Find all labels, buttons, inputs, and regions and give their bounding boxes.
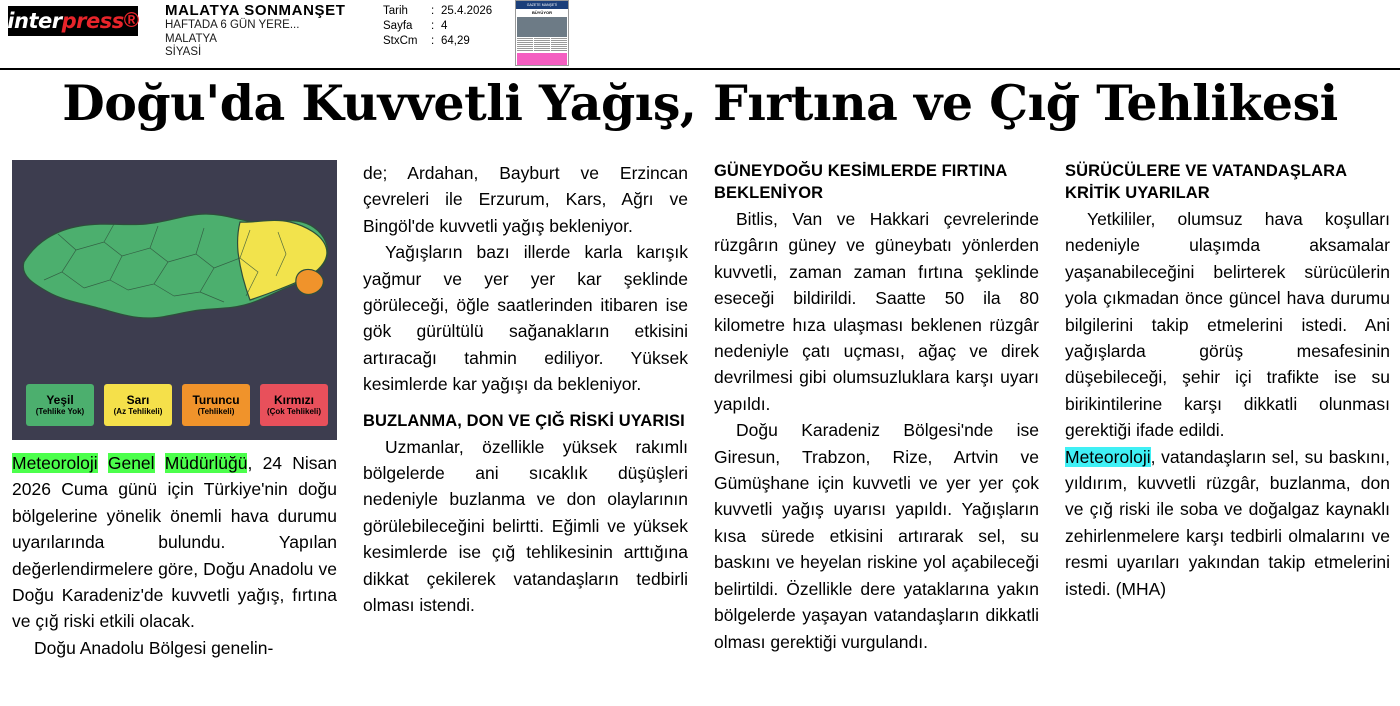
legend-title-red: Kırmızı [273, 393, 314, 407]
meta-value-page: 4 [441, 20, 448, 32]
legend-sub-green: (Tehlike Yok) [35, 407, 85, 416]
meta-colon-stxcm: : [431, 35, 435, 47]
logo-text-inter: inter [7, 9, 62, 33]
article-body [12, 160, 1392, 661]
meta-label-date: Tarih [383, 5, 408, 17]
publication-frequency: HAFTADA 6 GÜN YERE... [165, 19, 300, 31]
column4-subheading: SÜRÜCÜLERE VE VATANDAŞLARA KRİTİK UYARILAR [1065, 162, 1347, 202]
column2-paragraph-2: Yağışların bazı illerde karla karışık yağmur ve yer yer kar şeklinde görüleceği, öğle saatlerinden itibaren ise gök gürültülü sağanakların etkisini artıracağı tahmin ediliyor. Yüksek kesimlerde kar yağışı da bekleniyor. [363, 242, 688, 395]
lead-paragraph [12, 450, 337, 635]
legend-title-orange: Turuncu [192, 393, 240, 407]
column4-paragraph-2-rest: , vatandaşların sel, su baskını, yıldırım, kuvvetli rüzgâr, buzlanma, don ve çığ riski ile soba ve doğalgaz kaynaklı zehirlenmelere karşı tedbirli olmalarını ve resmi uyarıları yakından takip etmelerini istedi. (MHA) [1065, 446, 1390, 599]
legend-item-green [26, 384, 94, 426]
lead-paragraph-rest: , 24 Nisan 2026 Cuma günü için Türkiye'nin doğu bölgelerine yönelik önemli hava durumu uyarılarında bulundu. Yapılan değerlendirmelere göre, Doğu Anadolu ve Doğu Karadeniz'de kuvvetli yağış, fırtına ve çığ riski etkili olacak. [12, 453, 337, 632]
thumbnail-kicker: GAZETE MANŞETİ [516, 1, 568, 9]
thumbnail-title: BÜYÜYOR [516, 9, 568, 16]
legend-sub-orange: (Tehlikeli) [197, 407, 235, 416]
meta-value-stxcm: 64,29 [441, 35, 470, 47]
column-4 [1065, 160, 1390, 661]
meta-value-date: 25.4.2026 [441, 5, 493, 17]
legend-item-red [260, 384, 328, 426]
clipping-metadata [383, 4, 492, 49]
legend-sub-red: (Çok Tehlikeli) [266, 407, 322, 416]
column4-paragraph-1: Yetkililer, olumsuz hava koşulları nedeniyle ulaşımda aksamalar yaşanabileceğini belirterek sürücülerin yola çıkmadan önce güncel hava durumu bilgilerini takip etmelerini istedi. Ani yağışlarda görüş mesafesinin düşebileceği, şehir içi trafikte ise su birikintilerine karşı dikkatli olunması gerektiği ifade edildi. [1065, 209, 1390, 441]
highlight-mudurlugu: Müdürlüğü [164, 453, 248, 473]
logo-registered-mark: ® [123, 9, 139, 32]
column2-spacer [363, 398, 688, 410]
legend-sub-yellow: (Az Tehlikeli) [113, 407, 163, 416]
turkey-map-svg [18, 184, 331, 344]
meta-label-stxcm: StxCm [383, 35, 418, 47]
column4-paragraph-2 [1065, 444, 1390, 602]
thumbnail-columns [517, 38, 567, 52]
meta-colon-page: : [431, 20, 435, 32]
turkey-weather-map [12, 160, 337, 440]
document-header [0, 0, 1400, 68]
article-headline: Doğu'da Kuvvetli Yağış, Fırtına ve Çığ Tehlikesi [62, 74, 1338, 132]
column-1 [12, 160, 337, 661]
thumbnail-photo [517, 17, 567, 37]
publication-city: MALATYA [165, 32, 217, 45]
header-divider [0, 68, 1400, 70]
thumbnail-column [551, 38, 567, 52]
column3-paragraph-2: Doğu Karadeniz Bölgesi'nde ise Giresun, Trabzon, Rize, Artvin ve Gümüşhane için kuvvetli ve yer yer çok kuvvetli yağış uyarısı yapıldı. Yağışların kısa sürede etkisini artırarak sel, su baskını ve heyelan riskine yol açabileceği belirtildi. Özellikle dere yataklarına yakın bölgelerde yaşayan vatandaşların dikkatli olması gerektiği vurgulandı. [714, 420, 1039, 652]
publication-name: MALATYA SONMANŞET [165, 2, 346, 19]
meta-row-date [383, 4, 492, 19]
legend-title-green: Yeşil [46, 393, 74, 407]
column3-subheading: GÜNEYDOĞU KESİMLERDE FIRTINA BEKLENİYOR [714, 162, 1007, 202]
highlight-meteoroloji: Meteoroloji [12, 453, 98, 473]
column2-paragraph-1: de; Ardahan, Bayburt ve Erzincan çevreleri ile Erzurum, Kars, Ağrı ve Bingöl'de kuvvetli yağış bekleniyor. [363, 163, 688, 236]
highlight-meteoroloji-2: Meteoroloji [1065, 446, 1151, 467]
column2-subheading: BUZLANMA, DON VE ÇIĞ RİSKİ UYARISI [363, 411, 685, 430]
column1-paragraph-2: Doğu Anadolu Bölgesi genelin- [34, 637, 274, 658]
publication-info [165, 2, 365, 60]
legend-title-yellow: Sarı [126, 393, 150, 407]
column2-paragraph-3: Uzmanlar, özellikle yüksek rakımlı bölgelerde ani sıcaklık düşüşleri nedeniyle buzlanma ve don olaylarının görülebileceğini belirtti. Eğimli ve yüksek kesimlerde ise çığ tehlikesinin arttığına dikkat çekilerek vatandaşların tedbirli olması istendi. [363, 436, 688, 616]
map-legend [26, 384, 328, 426]
legend-item-orange [182, 384, 250, 426]
publication-type: SİYASİ [165, 46, 202, 58]
meta-row-stxcm [383, 34, 492, 49]
legend-item-yellow [104, 384, 172, 426]
thumbnail-column [534, 38, 550, 52]
highlight-genel: Genel [107, 453, 155, 473]
meta-label-page: Sayfa [383, 20, 413, 32]
map-region-orange [296, 269, 324, 294]
column-3 [714, 160, 1039, 661]
interpress-logo [8, 6, 138, 36]
meta-row-page [383, 19, 492, 34]
newspaper-page-thumbnail [515, 0, 569, 66]
thumbnail-column [517, 38, 533, 52]
meta-colon-date: : [431, 5, 435, 17]
column3-paragraph-1: Bitlis, Van ve Hakkari çevrelerinde rüzgârın güney ve güneybatı yönlerden kuvvetli, zaman zaman fırtına şeklinde eseceği bildirildi. Saatte 50 ila 80 kilometre hıza ulaşması beklenen rüzgâr nedeniyle çatı uçması, ağaç ve direk devrilmesi gibi olumsuzluklara karşı uyarı yapıldı. [714, 209, 1039, 414]
logo-text-press: press [61, 9, 124, 33]
column-2 [363, 160, 688, 661]
thumbnail-ad-block [517, 53, 567, 66]
